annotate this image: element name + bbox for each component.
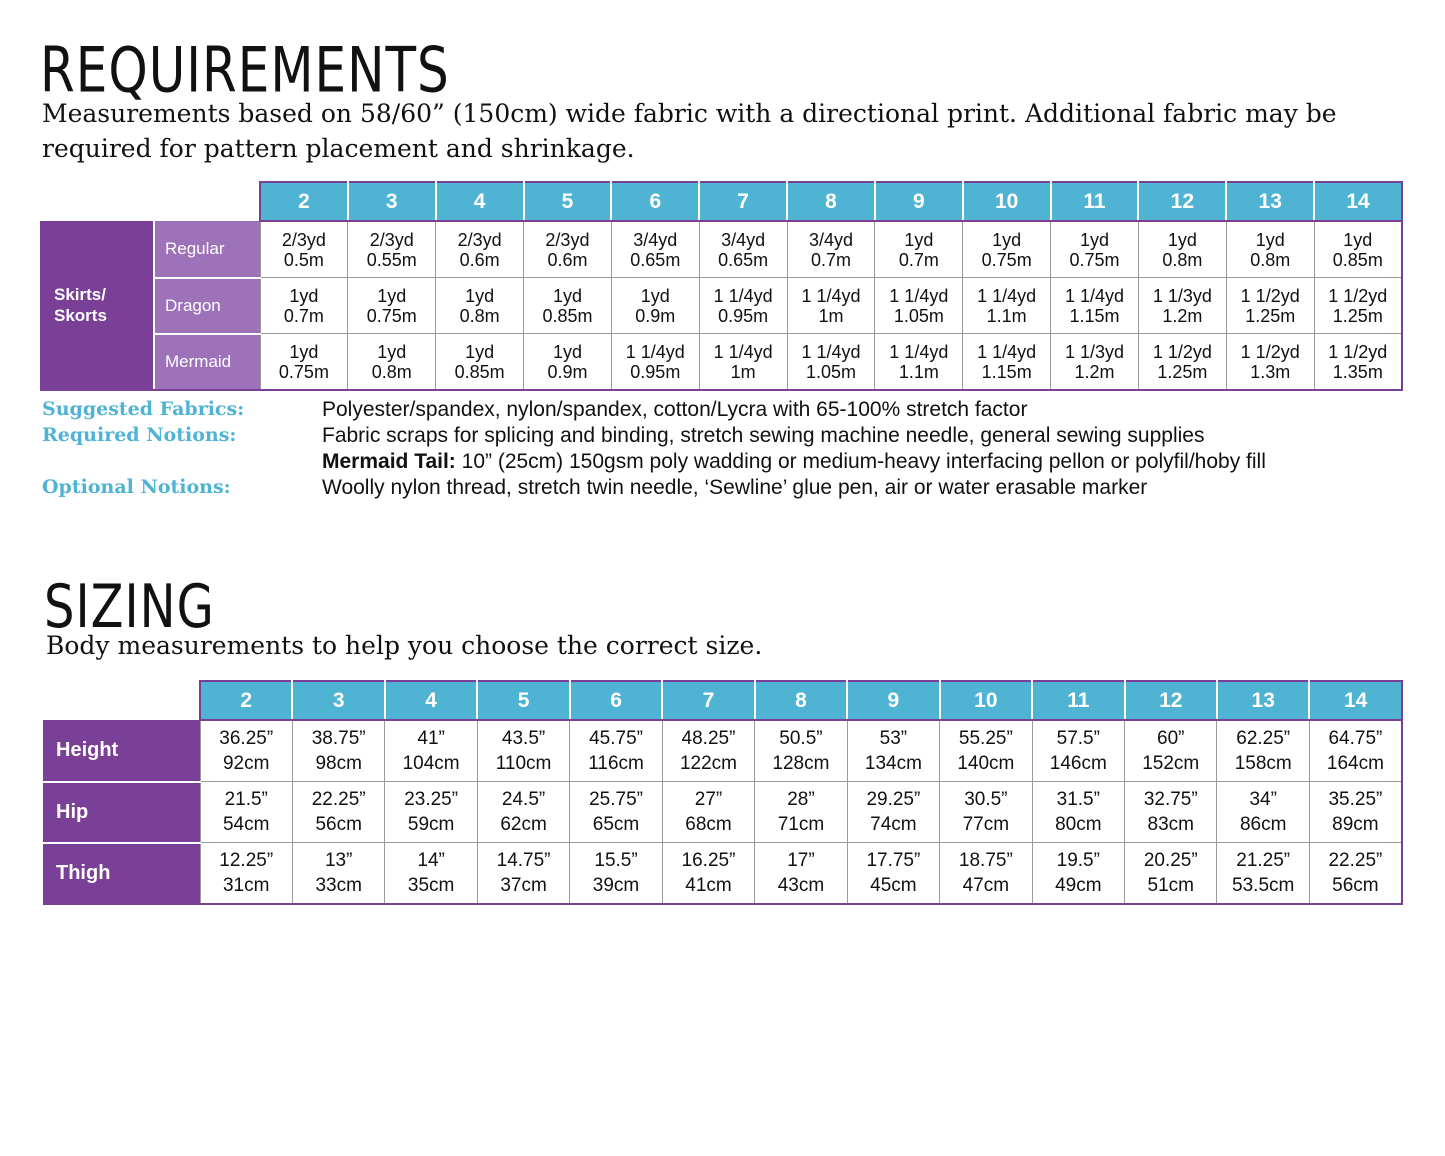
cm-value: 80cm xyxy=(1055,814,1102,835)
fabric-amount-cell xyxy=(524,334,612,391)
inch-value: 27” xyxy=(694,789,723,810)
size-header: 8 xyxy=(787,182,875,221)
cm-value: 152cm xyxy=(1142,753,1200,774)
blank-corner xyxy=(44,681,200,720)
metre-value: 1.1m xyxy=(898,361,939,382)
fabric-amount-cell xyxy=(436,334,524,391)
metre-value: 0.85m xyxy=(1332,249,1383,270)
sizing-header-row xyxy=(44,681,1402,720)
metre-value: 0.55m xyxy=(366,249,417,270)
measurement-cell xyxy=(755,720,847,782)
measurement-cell xyxy=(1309,720,1401,782)
cm-value: 47cm xyxy=(962,875,1010,896)
metre-value: 1m xyxy=(730,361,756,382)
metre-value: 0.85m xyxy=(454,361,505,382)
cm-value: 53.5cm xyxy=(1232,875,1295,896)
measurement-cell xyxy=(662,782,754,843)
inch-value: 36.25” xyxy=(219,728,274,749)
inch-value: 45.75” xyxy=(589,728,643,749)
inch-value: 21.25” xyxy=(1236,850,1291,871)
cm-value: 146cm xyxy=(1049,753,1107,774)
inch-value: 38.75” xyxy=(311,728,366,749)
yardage-value: 1yd xyxy=(552,285,582,306)
inch-value: 19.5” xyxy=(1056,850,1100,871)
measurement-cell xyxy=(292,720,384,782)
inch-value: 17.75” xyxy=(866,850,921,871)
group-label-line: Skirts/ xyxy=(54,285,106,304)
required-notions-text: Fabric scraps for splicing and binding, stretch sewing machine needle, general sewing supplies xyxy=(322,424,1205,447)
measurement-cell xyxy=(1309,843,1401,905)
inch-value: 18.75” xyxy=(958,850,1013,871)
fabric-amount-cell xyxy=(260,334,348,391)
measurement-cell xyxy=(1032,843,1124,905)
cm-value: 33cm xyxy=(315,875,362,896)
fabric-amount-cell xyxy=(1314,221,1402,278)
cm-value: 74cm xyxy=(870,814,917,835)
inch-value: 57.5” xyxy=(1056,728,1100,749)
metre-value: 1m xyxy=(818,305,844,326)
cm-value: 98cm xyxy=(315,753,362,774)
fabric-amount-cell xyxy=(875,334,963,391)
size-header: 3 xyxy=(292,681,384,720)
fabric-amount-cell xyxy=(611,334,699,391)
cm-value: 92cm xyxy=(222,753,270,774)
size-header: 14 xyxy=(1309,681,1401,720)
metre-value: 1.35m xyxy=(1332,361,1383,382)
size-header: 10 xyxy=(963,182,1051,221)
sizing-row xyxy=(44,720,1402,782)
sizing-row xyxy=(44,782,1402,843)
size-header: 7 xyxy=(699,182,787,221)
size-header: 3 xyxy=(348,182,436,221)
inch-value: 53” xyxy=(879,728,908,749)
yardage-value: 1 1/4yd xyxy=(801,285,861,306)
metre-value: 0.7m xyxy=(898,249,939,270)
inch-value: 14” xyxy=(417,850,445,871)
metre-value: 1.15m xyxy=(1069,305,1120,326)
size-header: 4 xyxy=(385,681,477,720)
metre-value: 0.8m xyxy=(459,305,500,326)
cm-value: 49cm xyxy=(1055,875,1102,896)
size-header: 7 xyxy=(662,681,754,720)
fabric-amount-cell xyxy=(524,221,612,278)
cm-value: 41cm xyxy=(685,875,732,896)
measurement-cell xyxy=(1032,720,1124,782)
cm-value: 68cm xyxy=(685,814,732,835)
measurement-cell xyxy=(200,843,292,905)
measurement-cell xyxy=(292,843,384,905)
fabric-amount-cell xyxy=(436,278,524,334)
size-header: 12 xyxy=(1138,182,1226,221)
inch-value: 20.25” xyxy=(1143,850,1198,871)
measurement-cell xyxy=(385,720,477,782)
size-header: 5 xyxy=(524,182,612,221)
cm-value: 59cm xyxy=(407,814,455,835)
measurement-cell xyxy=(477,782,569,843)
inch-value: 60” xyxy=(1157,728,1185,749)
fabric-amount-cell xyxy=(611,278,699,334)
suggested-fabrics-note xyxy=(42,398,1422,424)
metre-value: 0.65m xyxy=(630,249,681,270)
measurement-cell xyxy=(940,843,1032,905)
measurement-cell xyxy=(662,843,754,905)
measurement-cell xyxy=(200,782,292,843)
size-header: 10 xyxy=(940,681,1032,720)
yardage-value: 1yd xyxy=(377,341,407,362)
size-header: 11 xyxy=(1051,182,1139,221)
size-header: 8 xyxy=(755,681,847,720)
fabric-amount-cell xyxy=(787,334,875,391)
yardage-value: 1 1/4yd xyxy=(801,341,861,362)
size-header: 12 xyxy=(1125,681,1217,720)
optional-notions-text: Woolly nylon thread, stretch twin needle, ‘Sewline’ glue pen, air or water erasable marker xyxy=(322,476,1148,499)
yardage-value: 1 1/2yd xyxy=(1152,341,1212,362)
fabric-amount-cell xyxy=(699,221,787,278)
size-header: 13 xyxy=(1217,681,1309,720)
inch-value: 43.5” xyxy=(501,728,546,749)
yardage-value: 1yd xyxy=(1080,229,1110,250)
requirements-title: REQUIREMENTS xyxy=(40,34,450,107)
style-row-label: Mermaid xyxy=(154,334,260,391)
metre-value: 0.8m xyxy=(1162,249,1203,270)
inch-value: 62.25” xyxy=(1236,728,1291,749)
mermaid-tail-detail: 10” (25cm) 150gsm poly wadding or medium-heavy interfacing pellon or polyfil/hoby fill xyxy=(455,450,1266,473)
metre-value: 0.85m xyxy=(542,305,593,326)
measurement-cell xyxy=(847,782,939,843)
inch-value: 17” xyxy=(787,850,815,871)
fabric-amount-cell xyxy=(1226,221,1314,278)
metre-value: 0.9m xyxy=(635,305,676,326)
fabric-amount-cell xyxy=(260,278,348,334)
metre-value: 1.3m xyxy=(1250,361,1291,382)
yardage-value: 1 1/3yd xyxy=(1152,285,1212,306)
sizing-intro: Body measurements to help you choose the correct size. xyxy=(46,631,763,660)
metre-value: 0.9m xyxy=(547,361,588,382)
size-header: 2 xyxy=(200,681,292,720)
metre-value: 1.05m xyxy=(893,305,944,326)
measurement-cell xyxy=(570,720,662,782)
metre-value: 1.25m xyxy=(1157,361,1208,382)
metre-value: 0.6m xyxy=(459,249,500,270)
inch-value: 64.75” xyxy=(1328,728,1383,749)
yardage-value: 1yd xyxy=(904,229,934,250)
mermaid-tail-text xyxy=(322,450,1266,474)
cm-value: 83cm xyxy=(1147,814,1194,835)
sizing-table xyxy=(43,680,1403,905)
measurement-cell xyxy=(570,782,662,843)
yardage-value: 1 1/4yd xyxy=(713,341,773,362)
style-row-label: Regular xyxy=(154,221,260,278)
yardage-value: 1yd xyxy=(465,341,495,362)
fabric-amount-cell xyxy=(348,221,436,278)
fabric-amount-cell xyxy=(524,278,612,334)
required-notions-label: Required Notions: xyxy=(42,424,237,446)
yardage-value: 1 1/4yd xyxy=(625,341,685,362)
inch-value: 22.25” xyxy=(1328,850,1383,871)
yardage-value: 1 1/4yd xyxy=(889,285,949,306)
measurement-cell xyxy=(1125,720,1217,782)
measurement-cell xyxy=(940,720,1032,782)
size-header: 11 xyxy=(1032,681,1124,720)
yardage-value: 1 1/4yd xyxy=(1064,285,1125,306)
size-header: 9 xyxy=(875,182,963,221)
cm-value: 140cm xyxy=(957,753,1015,774)
inch-value: 22.25” xyxy=(311,789,366,810)
measurement-cell xyxy=(385,782,477,843)
measurement-label: Hip xyxy=(44,782,200,843)
fabric-amount-cell xyxy=(436,221,524,278)
fabric-amount-cell xyxy=(1051,221,1139,278)
fabric-amount-cell xyxy=(1138,334,1226,391)
yardage-value: 1 1/4yd xyxy=(889,341,949,362)
cm-value: 71cm xyxy=(777,814,825,835)
fabric-amount-cell xyxy=(260,221,348,278)
metre-value: 0.7m xyxy=(283,305,324,326)
sizing-title: SIZING xyxy=(44,572,215,642)
yardage-value: 1yd xyxy=(992,229,1022,250)
inch-value: 21.5” xyxy=(224,789,268,810)
inch-value: 31.5” xyxy=(1056,789,1100,810)
yardage-value: 3/4yd xyxy=(808,229,853,250)
metre-value: 1.25m xyxy=(1245,305,1296,326)
metre-value: 0.8m xyxy=(1250,249,1291,270)
cm-value: 54cm xyxy=(222,814,270,835)
measurement-cell xyxy=(1309,782,1401,843)
inch-value: 48.25” xyxy=(681,728,736,749)
measurement-cell xyxy=(200,720,292,782)
metre-value: 0.95m xyxy=(718,305,769,326)
inch-value: 16.25” xyxy=(681,850,736,871)
blank-corner xyxy=(41,182,260,221)
inch-value: 25.75” xyxy=(589,789,643,810)
requirements-header-row xyxy=(41,182,1402,221)
inch-value: 55.25” xyxy=(958,728,1013,749)
cm-value: 86cm xyxy=(1239,814,1287,835)
inch-value: 41” xyxy=(417,728,445,749)
measurement-cell xyxy=(477,720,569,782)
yardage-value: 1 1/2yd xyxy=(1328,285,1388,306)
group-label-line: Skorts xyxy=(54,306,107,325)
measurement-label: Height xyxy=(44,720,200,782)
inch-value: 28” xyxy=(787,789,815,810)
metre-value: 0.75m xyxy=(278,361,329,382)
size-header: 9 xyxy=(847,681,939,720)
cm-value: 122cm xyxy=(679,753,737,774)
yardage-value: 1yd xyxy=(1167,229,1197,250)
cm-value: 158cm xyxy=(1234,753,1292,774)
fabric-amount-cell xyxy=(787,221,875,278)
yardage-value: 1yd xyxy=(1255,229,1285,250)
cm-value: 164cm xyxy=(1326,753,1384,774)
required-notions-note xyxy=(42,424,1422,450)
cm-value: 31cm xyxy=(222,875,270,896)
optional-notions-label: Optional Notions: xyxy=(42,476,231,498)
size-header: 14 xyxy=(1314,182,1402,221)
fabric-amount-cell xyxy=(699,278,787,334)
size-header: 6 xyxy=(611,182,699,221)
metre-value: 1.2m xyxy=(1074,361,1115,382)
fabric-amount-cell xyxy=(875,278,963,334)
requirements-row xyxy=(41,221,1402,278)
size-header: 5 xyxy=(477,681,569,720)
yardage-value: 1 1/2yd xyxy=(1240,341,1300,362)
yardage-value: 1yd xyxy=(640,285,670,306)
inch-value: 14.75” xyxy=(496,850,551,871)
fabric-amount-cell xyxy=(1051,334,1139,391)
measurement-cell xyxy=(1217,782,1309,843)
cm-value: 110cm xyxy=(495,753,552,774)
yardage-value: 1 1/4yd xyxy=(977,285,1037,306)
metre-value: 1.25m xyxy=(1332,305,1383,326)
yardage-value: 3/4yd xyxy=(633,229,678,250)
yardage-value: 2/3yd xyxy=(545,229,590,250)
yardage-value: 1yd xyxy=(289,285,319,306)
requirements-table xyxy=(40,181,1403,391)
cm-value: 43cm xyxy=(777,875,825,896)
inch-value: 29.25” xyxy=(866,789,921,810)
yardage-value: 1 1/4yd xyxy=(713,285,773,306)
fabric-amount-cell xyxy=(699,334,787,391)
yardage-value: 1 1/2yd xyxy=(1328,341,1388,362)
measurement-label: Thigh xyxy=(44,843,200,905)
size-header: 2 xyxy=(260,182,348,221)
metre-value: 0.6m xyxy=(547,249,588,270)
metre-value: 1.15m xyxy=(981,361,1032,382)
cm-value: 39cm xyxy=(592,875,640,896)
fabric-amount-cell xyxy=(1314,334,1402,391)
measurement-cell xyxy=(570,843,662,905)
measurement-cell xyxy=(385,843,477,905)
inch-value: 12.25” xyxy=(219,850,274,871)
metre-value: 1.2m xyxy=(1162,305,1203,326)
metre-value: 1.05m xyxy=(805,361,856,382)
style-row-label: Dragon xyxy=(154,278,260,334)
yardage-value: 2/3yd xyxy=(457,229,502,250)
yardage-value: 1yd xyxy=(465,285,495,306)
cm-value: 89cm xyxy=(1332,814,1379,835)
inch-value: 50.5” xyxy=(779,728,823,749)
yardage-value: 1yd xyxy=(377,285,407,306)
requirements-row xyxy=(41,334,1402,391)
measurement-cell xyxy=(847,843,939,905)
mermaid-tail-note xyxy=(42,450,1422,476)
yardage-value: 1yd xyxy=(552,341,582,362)
measurement-cell xyxy=(1125,782,1217,843)
yardage-value: 2/3yd xyxy=(369,229,414,250)
cm-value: 35cm xyxy=(407,875,455,896)
fabric-amount-cell xyxy=(611,221,699,278)
cm-value: 37cm xyxy=(500,875,547,896)
size-header: 4 xyxy=(436,182,524,221)
inch-value: 23.25” xyxy=(404,789,459,810)
cm-value: 56cm xyxy=(1332,875,1379,896)
measurement-cell xyxy=(662,720,754,782)
inch-value: 24.5” xyxy=(501,789,546,810)
metre-value: 0.75m xyxy=(981,249,1032,270)
fabric-amount-cell xyxy=(1226,334,1314,391)
suggested-fabrics-label: Suggested Fabrics: xyxy=(42,398,245,420)
optional-notions-note xyxy=(42,476,1422,502)
yardage-value: 1yd xyxy=(289,341,319,362)
requirements-intro: Measurements based on 58/60” (150cm) wide fabric with a directional print. Additional fabric may be required for pattern placement and shrinkage. xyxy=(42,99,1337,163)
cm-value: 128cm xyxy=(772,753,830,774)
metre-value: 0.8m xyxy=(371,361,412,382)
metre-value: 0.7m xyxy=(810,249,851,270)
size-header: 13 xyxy=(1226,182,1314,221)
yardage-value: 1 1/2yd xyxy=(1240,285,1300,306)
measurement-cell xyxy=(1125,843,1217,905)
inch-value: 15.5” xyxy=(594,850,638,871)
metre-value: 0.5m xyxy=(283,249,324,270)
metre-value: 0.75m xyxy=(366,305,417,326)
measurement-cell xyxy=(847,720,939,782)
cm-value: 116cm xyxy=(588,753,644,774)
cm-value: 45cm xyxy=(870,875,917,896)
sizing-row xyxy=(44,843,1402,905)
measurement-cell xyxy=(1032,782,1124,843)
fabric-amount-cell xyxy=(787,278,875,334)
inch-value: 32.75” xyxy=(1143,789,1198,810)
measurement-cell xyxy=(477,843,569,905)
yardage-value: 2/3yd xyxy=(281,229,326,250)
inch-value: 35.25” xyxy=(1328,789,1383,810)
measurement-cell xyxy=(292,782,384,843)
metre-value: 0.65m xyxy=(718,249,769,270)
cm-value: 104cm xyxy=(402,753,460,774)
cm-value: 51cm xyxy=(1147,875,1194,896)
measurement-cell xyxy=(755,843,847,905)
measurement-cell xyxy=(940,782,1032,843)
cm-value: 56cm xyxy=(315,814,362,835)
yardage-value: 1yd xyxy=(1343,229,1373,250)
cm-value: 134cm xyxy=(864,753,922,774)
fabric-amount-cell xyxy=(1226,278,1314,334)
inch-value: 34” xyxy=(1249,789,1277,810)
requirements-row xyxy=(41,278,1402,334)
yardage-value: 1 1/3yd xyxy=(1064,341,1125,362)
size-header: 6 xyxy=(570,681,662,720)
metre-value: 0.95m xyxy=(630,361,681,382)
fabric-amount-cell xyxy=(963,278,1051,334)
fabric-amount-cell xyxy=(348,334,436,391)
inch-value: 13” xyxy=(324,850,353,871)
fabric-amount-cell xyxy=(1051,278,1139,334)
measurement-cell xyxy=(1217,720,1309,782)
yardage-value: 1 1/4yd xyxy=(977,341,1037,362)
fabric-amount-cell xyxy=(875,221,963,278)
cm-value: 77cm xyxy=(962,814,1010,835)
yardage-value: 3/4yd xyxy=(721,229,766,250)
fabric-amount-cell xyxy=(963,334,1051,391)
fabric-amount-cell xyxy=(1138,278,1226,334)
cm-value: 62cm xyxy=(500,814,547,835)
measurement-cell xyxy=(1217,843,1309,905)
metre-value: 0.75m xyxy=(1069,249,1120,270)
fabric-amount-cell xyxy=(963,221,1051,278)
fabric-amount-cell xyxy=(1314,278,1402,334)
metre-value: 1.1m xyxy=(986,305,1027,326)
inch-value: 30.5” xyxy=(964,789,1008,810)
measurement-cell xyxy=(755,782,847,843)
fabric-amount-cell xyxy=(1138,221,1226,278)
skirts-skorts-group-label xyxy=(41,221,154,390)
fabric-amount-cell xyxy=(348,278,436,334)
mermaid-tail-label: Mermaid Tail: xyxy=(322,450,456,473)
suggested-fabrics-text: Polyester/spandex, nylon/spandex, cotton/Lycra with 65-100% stretch factor xyxy=(322,398,1028,421)
cm-value: 65cm xyxy=(592,814,640,835)
